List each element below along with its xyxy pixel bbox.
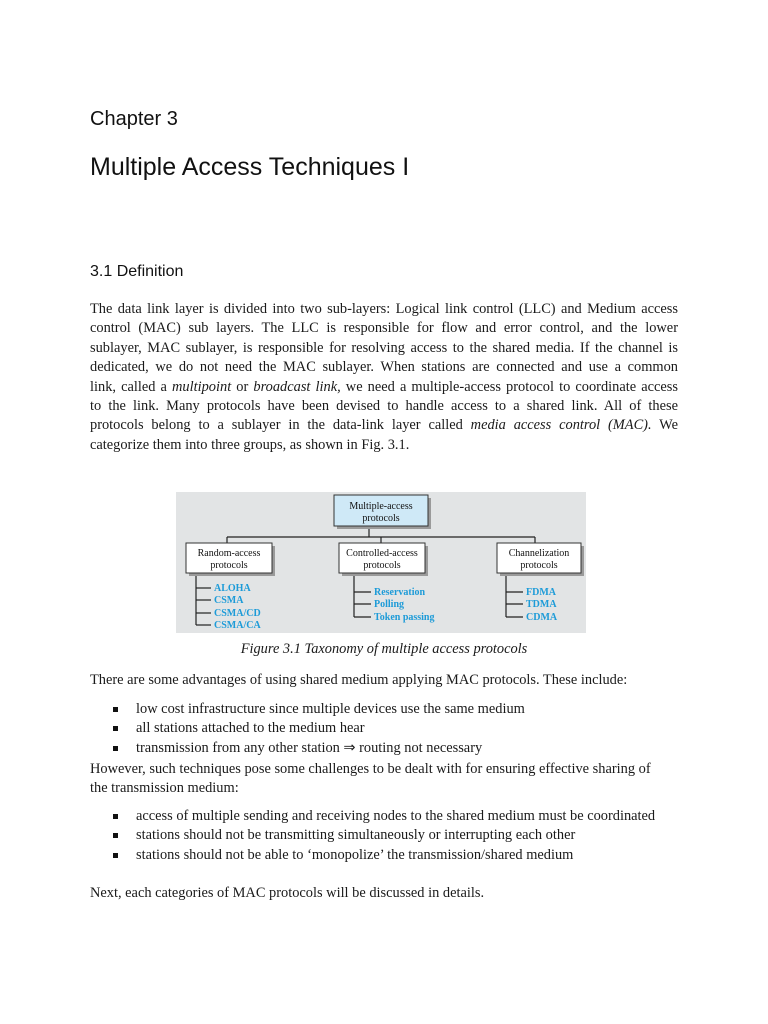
group-channel-title2: protocols [520,560,558,571]
group-controlled-title1: Controlled-access [346,548,418,559]
root-node-line1: Multiple-access [349,501,413,512]
list-item: all stations attached to the medium hear [111,719,671,738]
paragraph-line: control (MAC) sub layers. The LLC is responsible for flow and error control, and the lower [90,320,678,337]
text-run: we need a multiple-access protocol to coordinate access [340,378,678,395]
group-channel-title1: Channelization [508,548,570,559]
challenges-intro: However, such techniques pose some challenges to be dealt with for ensuring effective sharing of the transmission medium: [90,761,651,797]
list-item: low cost infrastructure since multiple devices use the same medium [111,700,671,719]
list-item: stations should not be transmitting simultaneously or interrupting each other [111,826,671,845]
paragraph-line: sublayer, MAC sublayer, is responsible for resolving access to the shared media. If the channel is [90,339,678,356]
term-broadcast-link: broadcast link, [253,378,341,395]
item-aloha: ALOHA [214,583,251,594]
list-item: transmission from any other station ⇒ routing not necessary [111,739,671,758]
group-random-title1: Random-access [197,548,261,559]
paragraph-line: The data link layer is divided into two sub-layers: Logical link control (LLC) and Medium access [90,301,678,317]
item-tdma: TDMA [526,599,557,610]
chapter-label: Chapter 3 [90,108,178,130]
item-token-passing: Token passing [374,612,435,623]
challenges-list [111,807,671,865]
item-csma: CSMA [214,595,244,606]
paragraph-line: to the link. Many protocols have been devised to handle access to a shared link. All of these [90,397,678,414]
item-fdma: FDMA [526,587,556,598]
paragraph-line [90,416,678,435]
term-mac: media access control (MAC). [470,417,652,434]
paragraph-line [90,378,678,397]
text-run: We [651,417,678,434]
taxonomy-figure [176,492,586,633]
item-csma-ca: CSMA/CA [214,620,261,631]
term-multipoint: multipoint [172,378,232,395]
figure-caption: Figure 3.1 Taxonomy of multiple access protocols [240,641,528,657]
list-item: stations should not be able to ‘monopolize’ the transmission/shared medium [111,846,671,865]
chapter-title: Multiple Access Techniques I [90,153,410,181]
text-run: protocols belong to a sublayer in the data-link layer called [90,417,471,434]
item-reservation: Reservation [374,587,426,598]
root-node-line2: protocols [362,513,400,524]
section-heading: 3.1 Definition [90,263,184,280]
advantages-intro: There are some advantages of using shared medium applying MAC protocols. These include: [90,672,628,688]
definition-paragraph [90,300,678,455]
item-polling: Polling [374,599,405,610]
list-item: access of multiple sending and receiving nodes to the shared medium must be coordinated [111,807,671,826]
taxonomy-diagram [176,492,586,633]
item-cdma: CDMA [526,612,558,623]
text-run: or [231,378,254,395]
paragraph-line: categorize them into three groups, as shown in Fig. 3.1. [90,436,410,453]
item-csma-cd: CSMA/CD [214,608,261,619]
closing-sentence: Next, each categories of MAC protocols will be discussed in details. [90,885,485,901]
paragraph-line: dedicated, we do not need the MAC sublayer. When stations are connected and use a common [90,359,678,376]
text-run: link, called a [90,378,173,395]
group-random-title2: protocols [210,560,248,571]
group-controlled-title2: protocols [363,560,401,571]
advantages-list [111,700,671,758]
